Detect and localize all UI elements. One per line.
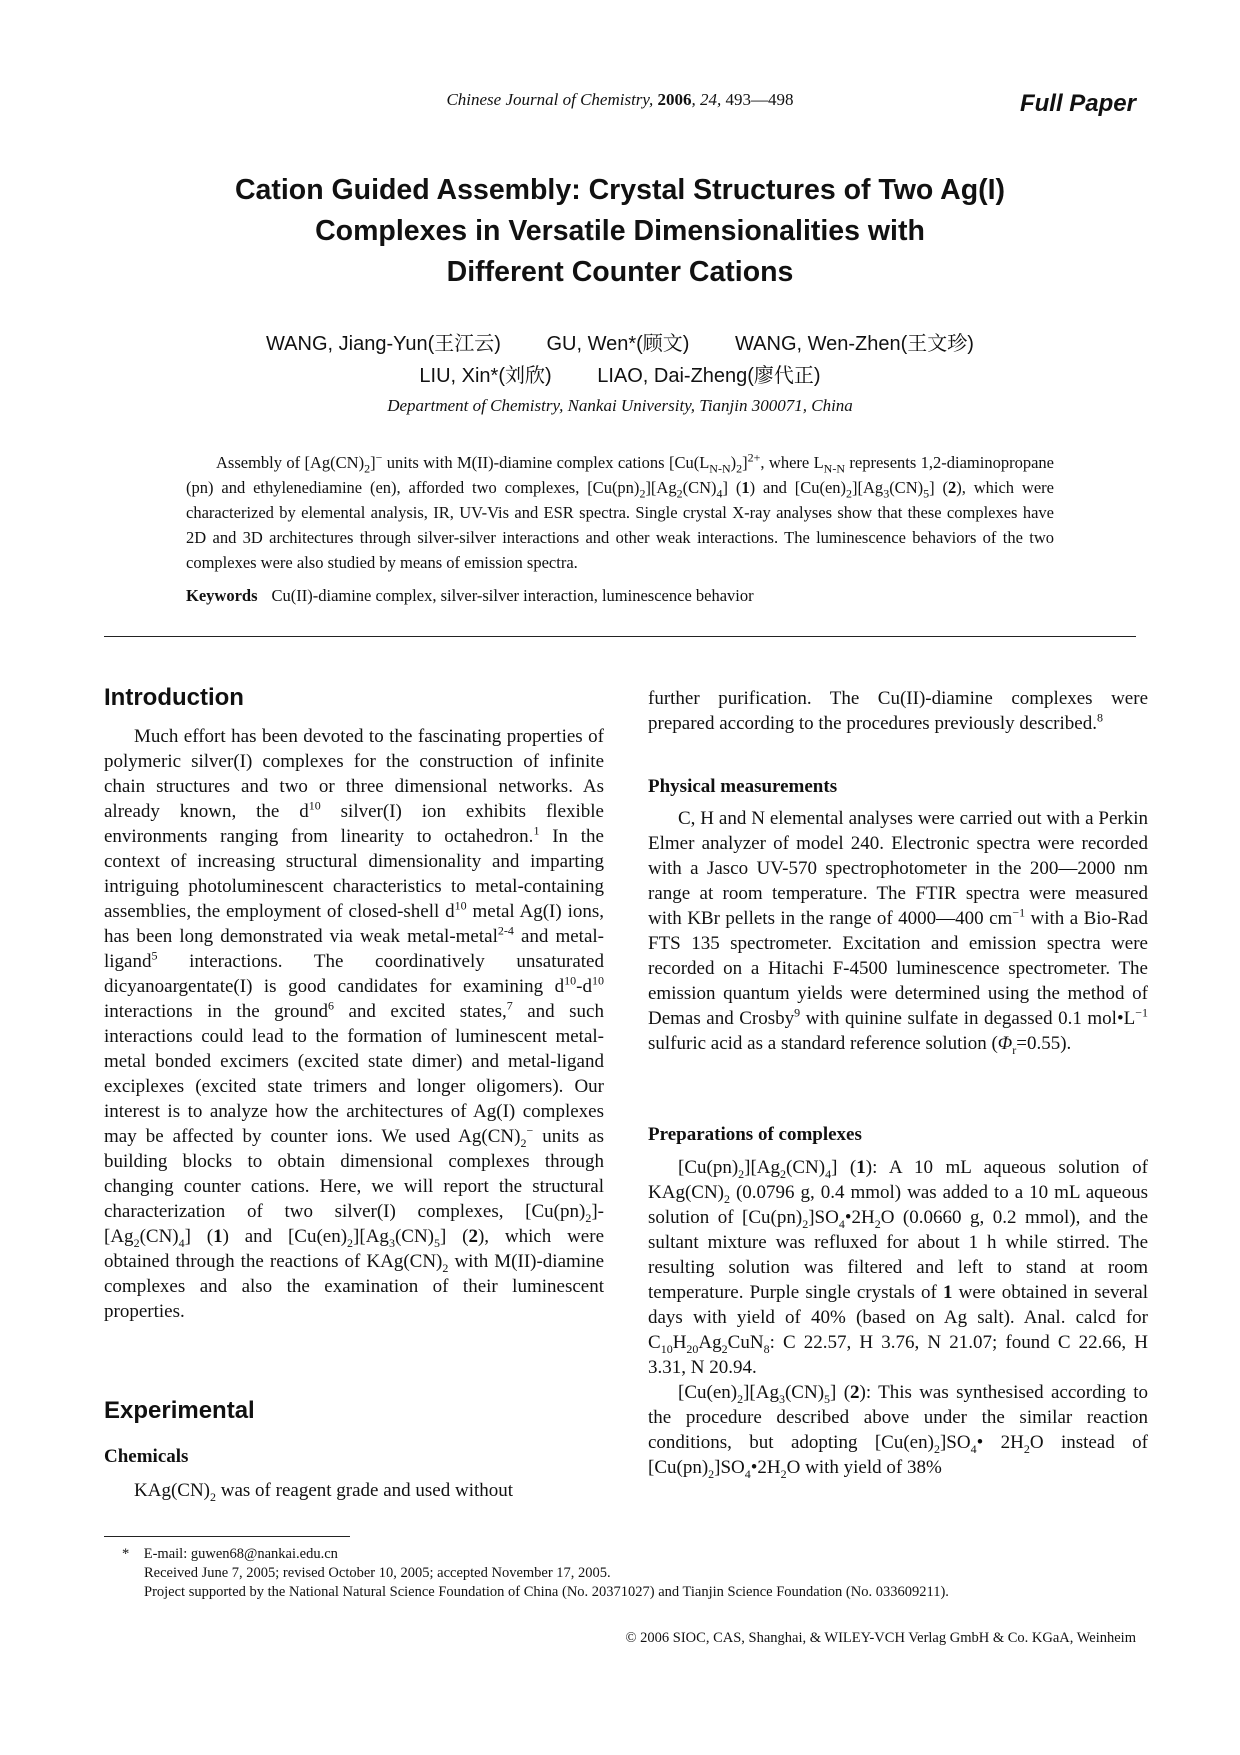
introduction-body xyxy=(104,724,604,1324)
journal-pages: 493—498 xyxy=(725,90,794,109)
author: LIU, Xin*(刘欣) xyxy=(419,365,552,387)
footnote-divider xyxy=(104,1536,350,1537)
paragraph: Much effort has been devoted to the fascinating properties of polymeric silver(I) complexes for the construction of infinite chain structures and two or three dimensional networks. As already known, the $d^{10}$ silver(I) ion exhibits flexible environments ranging from linearity to octahedron.$^1$ In the context of increasing structural dimensionality and imparting intriguing photoluminescent characteristics to metal-containing assemblies, the employment of closed-shell $d^{10}$ metal Ag(I) ions, has been long demonstrated via weak metal-metal$^{2-4}$ and metal-ligand$^5$ interactions. The coordinatively unsaturated dicyanoargentate(I) is good candidates for examining $d^{10}-d^{10}$ interactions in the ground$^6$ and excited states,$^7$ and such interactions could lead to the formation of luminescent metal-metal bonded excimers (excited state dimer) and metal-ligand exciplexes (excited state trimers and longer oligomers). Our interest is to analyze how the architectures of Ag(I) complexes may be affected by counter ions. We used $Ag(CN)_2^-$ units as building blocks to obtain dimensional complexes through changing counter cations. Here, we will report the structural characterization of two silver(I) complexes, $[Cu(pn)_2]-[Ag_2(CN)_4]$ (1) and $[Cu(en)_2][Ag_3(CN)_5]$ (2), which were obtained through the reactions of $KAg(CN)_2$ with M(II)-diamine complexes and also the examination of their luminescent properties. xyxy=(104,726,605,1322)
paragraph: $[Cu(pn)_2][Ag_2(CN)_4]$ (1): A 10 mL aqueous solution of $KAg(CN)_2$ (0.0796 g, 0.4 mmol) was added to a 10 mL aqueous solution of $[Cu(pn)_2]SO_4•2H_2O$ (0.0660 g, 0.2 mmol), and the sultant mixture was refluxed for about 1 h while stirred. The resulting solution was filtered and left to stand at room temperature. Purple single crystals of 1 were obtained in several days with yield of 40% (based on Ag salt). Anal. calcd for $C_{10}H_{20}Ag_2CuN_8$: C 22.57, H 3.76, N 21.07; found C 22.66, H 3.31, N 20.94. xyxy=(648,1157,1149,1378)
chemicals-body xyxy=(104,1478,604,1503)
footnote-email: * E-mail: guwen68@nankai.edu.cn xyxy=(122,1546,338,1562)
author: GU, Wen*(顾文) xyxy=(546,333,690,355)
section-heading-experimental: Experimental xyxy=(104,1397,255,1424)
copyright-notice: © 2006 SIOC, CAS, Shanghai, & WILEY-VCH Verlag GmbH & Co. KGaA, Weinheim xyxy=(625,1630,1136,1646)
author: WANG, Wen-Zhen(王文珍) xyxy=(735,333,974,355)
keywords-text: Cu(II)-diamine complex, silver-silver interaction, luminescence behavior xyxy=(271,586,754,605)
journal-volume: 24 xyxy=(700,90,718,109)
footnotes xyxy=(122,1545,1122,1602)
subsection-heading-physical: Physical measurements xyxy=(648,776,838,797)
paper-title xyxy=(180,170,1060,293)
section-heading-introduction: Introduction xyxy=(104,684,244,711)
section-divider xyxy=(104,636,1136,637)
author-list xyxy=(100,328,1140,392)
journal-citation: Chinese Journal of Chemistry, 2006, 24, 493—498 xyxy=(446,90,794,109)
title-line: Different Counter Cations xyxy=(446,256,794,288)
paragraph: $KAg(CN)_2$ was of reagent grade and used without xyxy=(134,1480,514,1504)
paper-type-label: Full Paper xyxy=(1019,90,1136,117)
paragraph: C, H and N elemental analyses were carried out with a Perkin Elmer analyzer of model 240. Electronic spectra were recorded with a Jasco UV-570 spectrophotometer in the 200—2000 nm range at room temperature. The FTIR spectra were measured with KBr pellets in the range of 4000—400 $cm^{-1}$ with a Bio-Rad FTS 135 spectrometer. Excitation and emission spectra were recorded on a Hitachi F-4500 luminescence spectrometer. The emission quantum yields were determined using the method of Demas and Crosby$^9$ with quinine sulfate in degassed 0.1 $mol•L^{-1}$ sulfuric acid as a standard reference solution $(\Phi_r=0.55)$. xyxy=(648,808,1148,1057)
author: LIAO, Dai-Zheng(廖代正) xyxy=(597,365,821,387)
subsection-heading-preparations: Preparations of complexes xyxy=(648,1124,862,1145)
physical-measurements-body xyxy=(648,806,1148,1056)
keywords-label: Keywords xyxy=(186,586,258,605)
affiliation: Department of Chemistry, Nankai University, Tianjin 300071, China xyxy=(387,396,853,415)
keywords xyxy=(186,586,1054,606)
preparations-body xyxy=(648,1155,1148,1480)
paragraph: $[Cu(en)_2][Ag_3(CN)_5]$ (2): This was synthesised according to the procedure described above under the similar reaction conditions, but adopting $[Cu(en)_2]SO_4•$ $2H_2O$ instead of $[Cu(pn)_2]SO_4•2H_2O$ with yield of 38% xyxy=(648,1382,1148,1481)
journal-year: 2006 xyxy=(657,90,692,109)
title-line: Cation Guided Assembly: Crystal Structures of Two Ag(I) xyxy=(234,174,1006,206)
journal-name: Chinese Journal of Chemistry xyxy=(446,90,650,109)
subsection-heading-chemicals: Chemicals xyxy=(104,1446,189,1467)
footnote-received: Received June 7, 2005; revised October 10, 2005; accepted November 17, 2005. xyxy=(144,1565,611,1581)
footnote-support: Project supported by the National Natural Science Foundation of China (No. 20371027) and Tianjin Science Foundation (No. 033609211). xyxy=(144,1584,949,1600)
title-line: Complexes in Versatile Dimensionalities with xyxy=(315,215,925,247)
abstract: Assembly of $[Ag(CN)_2]^-$ units with M(II)-diamine complex cations $[Cu(L_{N-N})_2]^{2+}$, where $L_{N-N}$ represents 1,2-diaminopropane (pn) and ethylenediamine (en), afforded two complexes, $[Cu(pn)_2][Ag_2(CN)_4]$ (1) and $[Cu(en)_2][Ag_3(CN)_5]$ (2), which were characterized by elemental analysis, IR, UV-Vis and ESR spectra. Single crystal X-ray analyses show that these complexes have 2D and 3D architectures through silver-silver interactions and other weak interactions. The luminescence behaviors of the two complexes were also studied by means of emission spectra. xyxy=(186,450,1054,572)
paragraph: further purification. The Cu(II)-diamine complexes were prepared according to the procedures previously described.$^8$ xyxy=(648,688,1148,734)
chemicals-body-continued xyxy=(648,686,1148,736)
author: WANG, Jiang-Yun(王江云) xyxy=(266,333,501,355)
